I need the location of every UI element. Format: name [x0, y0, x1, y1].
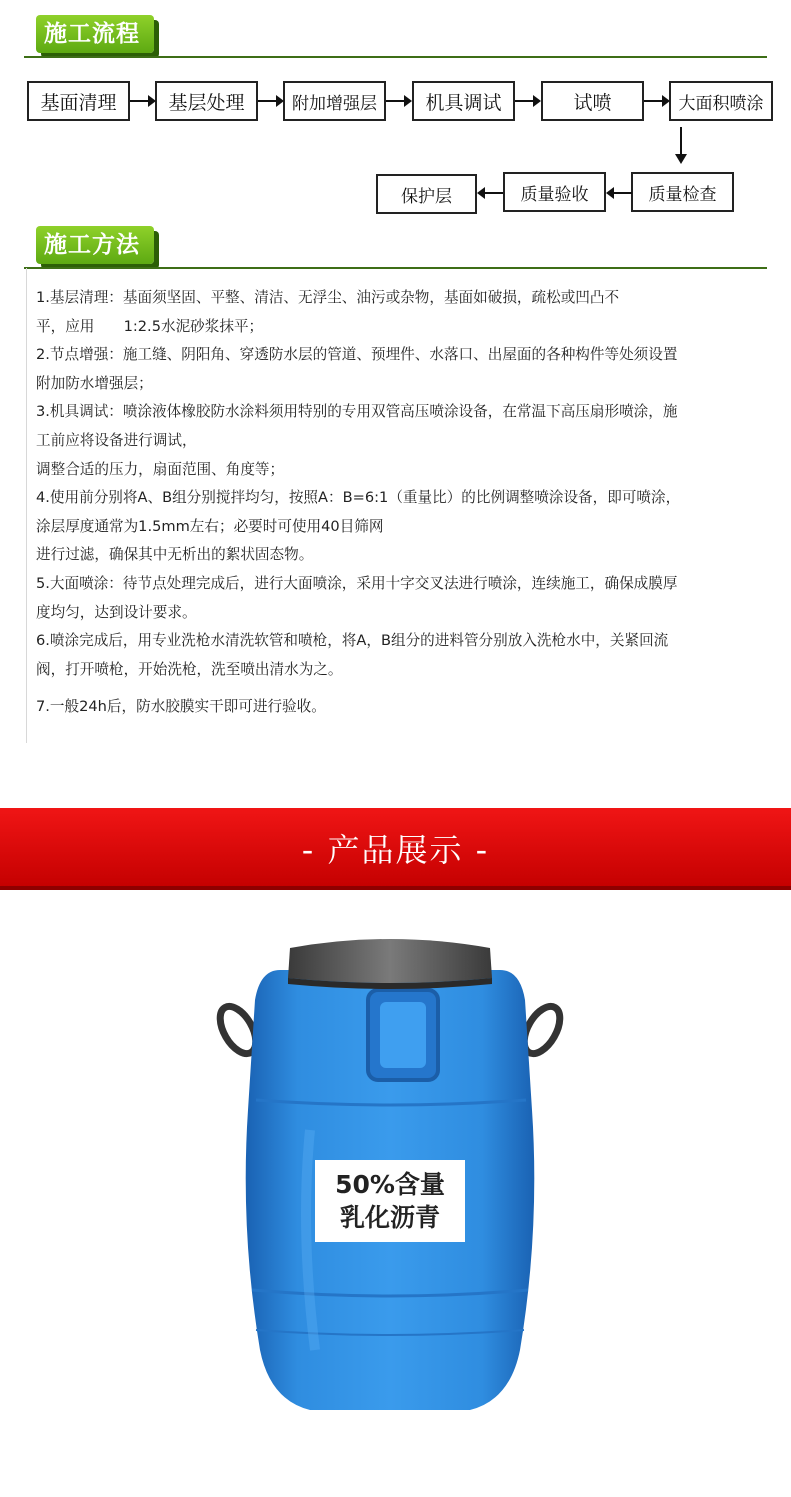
- flow-section-title: 施工流程: [36, 15, 154, 53]
- method-section-divider: [24, 267, 767, 269]
- flow-arrow-right-icon: [129, 92, 157, 110]
- flow-step-3: 附加增强层: [283, 81, 386, 121]
- text-left-rule: [26, 268, 27, 743]
- flow-step-5: 试喷: [541, 81, 644, 121]
- method-line: 1.基层清理：基面须坚固、平整、清洁、无浮尘、油污或杂物，基面如破损，疏松或凹凸不: [36, 289, 620, 306]
- banner-bottom-edge: [0, 886, 791, 890]
- method-line: 3.机具调试：喷涂液体橡胶防水涂料须用特别的专用双管高压喷涂设备，在常温下高压扇形喷涂，施: [36, 403, 678, 421]
- flow-arrow-right-icon: [257, 92, 285, 110]
- method-line: 工前应将设备进行调试，: [36, 431, 197, 449]
- product-label-name: 乳化沥青: [339, 1203, 440, 1232]
- method-line: 进行过滤，确保其中无析出的絮状固态物。: [36, 546, 314, 564]
- method-text-block: [36, 284, 771, 722]
- flow-step-1: 基面清理: [27, 81, 130, 121]
- method-line: 7.一般24h后，防水胶膜实干即可进行验收。: [36, 698, 326, 716]
- flow-arrow-right-icon: [385, 92, 413, 110]
- product-label: [315, 1160, 465, 1242]
- method-line: 阀，打开喷枪，开始洗枪，洗至喷出清水为之。: [36, 660, 343, 678]
- method-line: 调整合适的压力，扇面范围、角度等；: [36, 460, 285, 478]
- method-line: 平，应用 1:2.5水泥砂浆抹平；: [36, 317, 264, 335]
- method-line: 附加防水增强层；: [36, 374, 153, 392]
- flow-arrow-left-icon: [605, 184, 633, 202]
- method-line: 6.喷涂完成后，用专业洗枪水清洗软管和喷枪，将A，B组分的进料管分别放入洗枪水中，关紧回流: [36, 632, 669, 650]
- flow-section-divider: [24, 56, 767, 58]
- product-showcase-banner: - 产品展示 -: [0, 808, 791, 888]
- flow-arrow-right-icon: [514, 92, 542, 110]
- method-line: 涂层厚度通常为1.5mm左右；必要时可使用40目筛网: [36, 517, 384, 535]
- flow-step-4: 机具调试: [412, 81, 515, 121]
- flow-step-8: 质量验收: [503, 172, 606, 212]
- method-section-title: 施工方法: [36, 226, 154, 264]
- method-line: 5.大面喷涂：待节点处理完成后，进行大面喷涂，采用十字交叉法进行喷涂，连续施工，确保成膜厚: [36, 574, 678, 592]
- method-line: 2.节点增强：施工缝、阴阳角、穿透防水层的管道、预埋件、水落口、出屋面的各种构件等处须设置: [36, 346, 678, 364]
- method-line: 度均匀，达到设计要求。: [36, 603, 197, 621]
- flow-step-6: 大面积喷涂: [669, 81, 773, 121]
- flow-step-2: 基层处理: [155, 81, 258, 121]
- method-line: 4.使用前分别将A、B组分别搅拌均匀，按照A：B=6:1（重量比）的比例调整喷涂设备，即可喷涂，: [36, 489, 681, 507]
- flow-arrow-left-icon: [476, 184, 504, 202]
- product-label-content: 50%含量: [335, 1170, 445, 1199]
- flow-arrow-down-icon: [671, 126, 691, 166]
- flow-step-7: 质量检查: [631, 172, 734, 212]
- flow-arrow-right-icon: [643, 92, 671, 110]
- flow-step-9: 保护层: [376, 174, 477, 214]
